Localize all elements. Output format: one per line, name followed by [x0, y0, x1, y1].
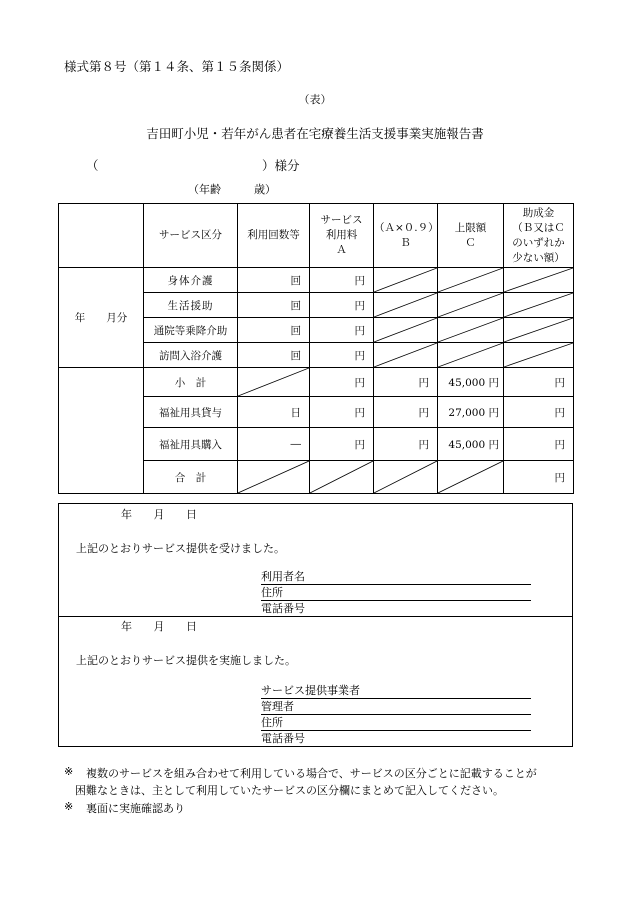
header-subsidy: 助成金 （Ｂ又はＣ のいずれか 少ない額）	[504, 204, 574, 268]
purchase-label: 福祉用具購入	[144, 428, 238, 461]
count-cell[interactable]: 回	[238, 318, 310, 343]
rental-limit: 27,000 円	[438, 397, 504, 428]
note-line-1: 複数のサービスを組み合わせて利用している場合で、サービスの区分ごとに記載することが	[86, 767, 537, 780]
service-report-table	[58, 203, 574, 494]
slashed-cell	[238, 368, 310, 397]
fee-cell[interactable]: 円	[310, 268, 374, 293]
header-calc-b: （Ａ×０.９） Ｂ	[374, 204, 438, 268]
user-confirmation-box	[58, 503, 573, 617]
subtotal-label: 小 計	[144, 368, 238, 397]
header-blank	[59, 204, 144, 268]
header-fee-a: サービス 利用料 Ａ	[310, 204, 374, 268]
total-subsidy[interactable]: 円	[504, 461, 574, 494]
blank-cell	[59, 397, 144, 428]
service-name: 生活援助	[144, 293, 238, 318]
slashed-cell	[504, 268, 574, 293]
provider-phone-field[interactable]: 電話番号	[261, 731, 531, 747]
user-date[interactable]: 年 月 日	[121, 508, 197, 521]
note-line-3: 裏面に実施確認あり	[86, 802, 185, 815]
rental-fee[interactable]: 円	[310, 397, 374, 428]
purchase-b[interactable]: 円	[374, 428, 438, 461]
fee-cell[interactable]: 円	[310, 293, 374, 318]
blank-cell	[59, 368, 144, 397]
subtotal-subsidy[interactable]: 円	[504, 368, 574, 397]
count-cell[interactable]: 回	[238, 293, 310, 318]
header-limit-c: 上限額 Ｃ	[438, 204, 504, 268]
slashed-cell	[374, 461, 438, 494]
purchase-fee[interactable]: 円	[310, 428, 374, 461]
user-statement: 上記のとおりサービス提供を受けました。	[76, 542, 285, 555]
rental-row	[59, 397, 574, 428]
side-label: （表）	[298, 93, 332, 106]
age-unit: 歳）	[254, 183, 276, 196]
table-row	[59, 268, 574, 293]
slashed-cell	[374, 343, 438, 368]
total-row	[59, 461, 574, 494]
slashed-cell	[438, 318, 504, 343]
note-mark: ※	[64, 800, 74, 813]
total-label: 合 計	[144, 461, 238, 494]
purchase-row	[59, 428, 574, 461]
rental-b[interactable]: 円	[374, 397, 438, 428]
user-address-field[interactable]: 住所	[261, 585, 531, 601]
subtotal-limit: 45,000 円	[438, 368, 504, 397]
form-number: 様式第８号（第１４条、第１５条関係）	[64, 59, 290, 74]
note-mark: ※	[64, 765, 74, 778]
provider-statement: 上記のとおりサービス提供を実施しました。	[76, 654, 296, 667]
provider-company-field[interactable]: サービス提供事業者	[261, 683, 531, 699]
rental-count[interactable]: 日	[238, 397, 310, 428]
slashed-cell	[504, 343, 574, 368]
provider-manager-field[interactable]: 管理者	[261, 699, 531, 715]
service-name: 身体介護	[144, 268, 238, 293]
age-label: （年齢	[188, 183, 221, 196]
recipient-name-close: ）様分	[262, 158, 300, 173]
user-name-field[interactable]: 利用者名	[261, 569, 531, 585]
fee-cell[interactable]: 円	[310, 318, 374, 343]
slashed-cell	[238, 461, 310, 494]
header-usage-count: 利用回数等	[238, 204, 310, 268]
document-title: 吉田町小児・若年がん患者在宅療養生活支援事業実施報告書	[146, 126, 484, 141]
slashed-cell	[438, 268, 504, 293]
recipient-name-open: （	[86, 158, 99, 173]
slashed-cell	[438, 293, 504, 318]
period-cell[interactable]: 年 月分	[59, 268, 144, 368]
count-cell[interactable]: 回	[238, 268, 310, 293]
slashed-cell	[374, 268, 438, 293]
subtotal-b[interactable]: 円	[374, 368, 438, 397]
purchase-subsidy[interactable]: 円	[504, 428, 574, 461]
purchase-count[interactable]: ―	[238, 428, 310, 461]
purchase-limit: 45,000 円	[438, 428, 504, 461]
slashed-cell	[504, 318, 574, 343]
note-line-2: 困難なときは、主として利用していたサービスの区分欄にまとめて記入してください。	[75, 784, 504, 797]
slashed-cell	[438, 343, 504, 368]
header-service-type: サービス区分	[144, 204, 238, 268]
provider-confirmation-box	[58, 616, 573, 747]
slashed-cell	[504, 293, 574, 318]
slashed-cell	[374, 318, 438, 343]
rental-subsidy[interactable]: 円	[504, 397, 574, 428]
service-name: 訪問入浴介護	[144, 343, 238, 368]
subtotal-fee[interactable]: 円	[310, 368, 374, 397]
fee-cell[interactable]: 円	[310, 343, 374, 368]
provider-date[interactable]: 年 月 日	[121, 620, 197, 633]
user-phone-field[interactable]: 電話番号	[261, 601, 531, 617]
blank-cell	[59, 428, 144, 461]
table-header-row	[59, 204, 574, 268]
service-name: 通院等乗降介助	[144, 318, 238, 343]
slashed-cell	[374, 293, 438, 318]
subtotal-row	[59, 368, 574, 397]
slashed-cell	[310, 461, 374, 494]
slashed-cell	[438, 461, 504, 494]
rental-label: 福祉用具貸与	[144, 397, 238, 428]
count-cell[interactable]: 回	[238, 343, 310, 368]
provider-address-field[interactable]: 住所	[261, 715, 531, 731]
blank-cell	[59, 461, 144, 494]
